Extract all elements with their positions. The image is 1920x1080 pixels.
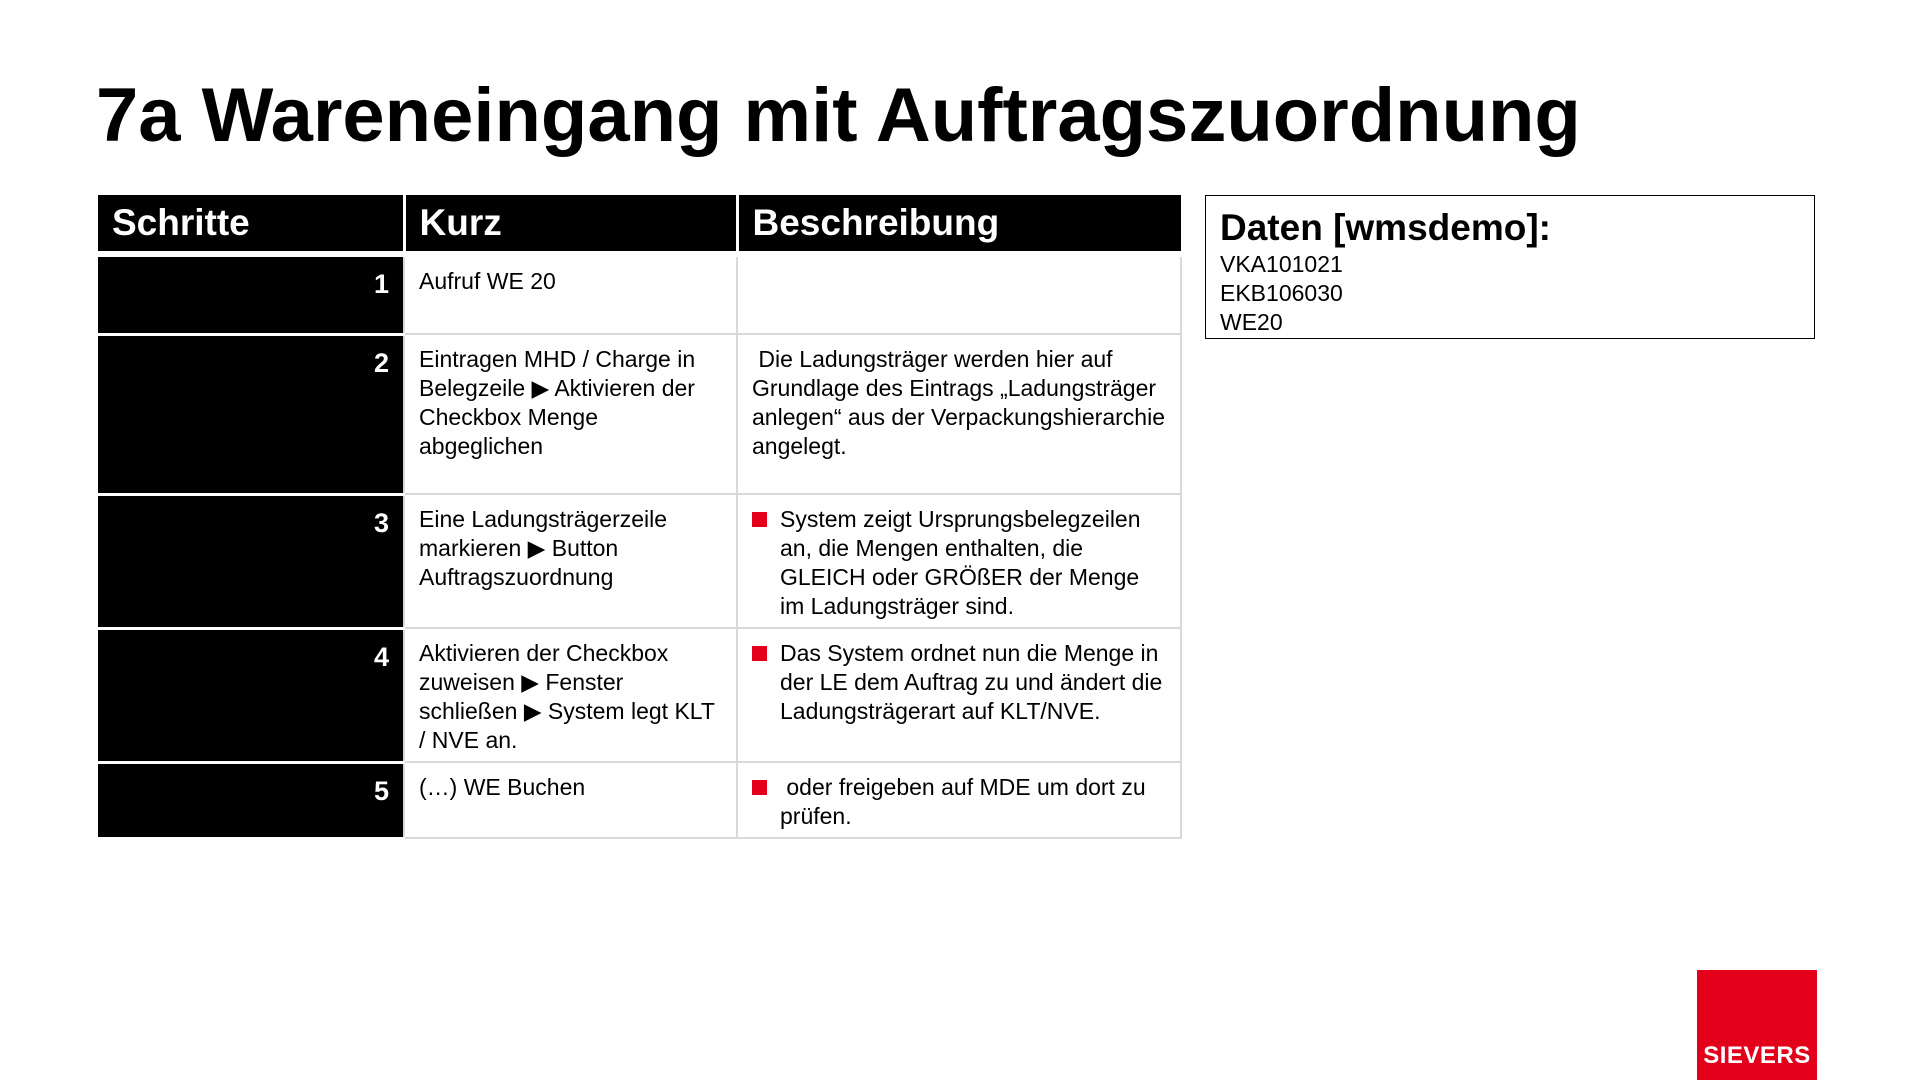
step-number: 4 <box>98 628 404 762</box>
red-square-bullet-icon <box>752 646 767 661</box>
bullet-text: System zeigt Ursprungsbelegzeilen an, die Mengen enthalten, die GLEICH oder GRÖßER der Menge im Ladungsträger sind. <box>780 506 1141 619</box>
sievers-logo <box>1697 970 1817 1080</box>
bullet-text: Das System ordnet nun die Menge in der LE dem Auftrag zu und ändert die Ladungsträgerart auf KLT/NVE. <box>780 640 1163 724</box>
table-row <box>98 762 1181 838</box>
step-beschreibung: Die Ladungsträger werden hier auf Grundlage des Eintrags „Ladungsträger anlegen“ aus der Verpackungshierarchie angelegt. <box>737 334 1181 494</box>
step-kurz: Aktivieren der Checkbox zuweisen ▶ Fenster schließen ▶ System legt KLT / NVE an. <box>404 628 737 762</box>
red-square-bullet-icon <box>752 512 767 527</box>
logo-text: SIEVERS <box>1703 1042 1811 1069</box>
slide-title: 7a Wareneingang mit Auftragszuordnung <box>96 73 1581 158</box>
step-kurz: Eintragen MHD / Charge in Belegzeile ▶ Aktivieren der Checkbox Menge abgeglichen <box>404 334 737 494</box>
data-box-title: Daten [wmsdemo]: <box>1220 207 1551 248</box>
table-header-row <box>98 195 1181 254</box>
bullet-item <box>752 639 1166 726</box>
bullet-item <box>752 505 1166 621</box>
header-schritte: Schritte <box>98 195 404 254</box>
step-beschreibung <box>737 494 1181 628</box>
step-number: 3 <box>98 494 404 628</box>
step-beschreibung <box>737 762 1181 838</box>
step-beschreibung <box>737 254 1181 334</box>
bullet-text: oder freigeben auf MDE um dort zu prüfen. <box>780 774 1153 829</box>
header-beschreibung: Beschreibung <box>737 195 1181 254</box>
step-kurz: (…) WE Buchen <box>404 762 737 838</box>
step-kurz: Eine Ladungsträgerzeile markieren ▶ Button Auftragszuordnung <box>404 494 737 628</box>
bullet-item <box>752 773 1166 831</box>
data-box <box>1205 195 1815 339</box>
step-number: 1 <box>98 254 404 334</box>
step-beschreibung <box>737 628 1181 762</box>
table-row <box>98 334 1181 494</box>
data-line: WE20 <box>1220 309 1283 335</box>
step-kurz: Aufruf WE 20 <box>404 254 737 334</box>
header-kurz: Kurz <box>404 195 737 254</box>
table-row <box>98 628 1181 762</box>
steps-table <box>98 195 1182 840</box>
data-line: VKA101021 <box>1220 251 1343 277</box>
step-number: 2 <box>98 334 404 494</box>
data-line: EKB106030 <box>1220 280 1343 306</box>
red-square-bullet-icon <box>752 780 767 795</box>
table-row <box>98 254 1181 334</box>
step-number: 5 <box>98 762 404 838</box>
table-row <box>98 494 1181 628</box>
